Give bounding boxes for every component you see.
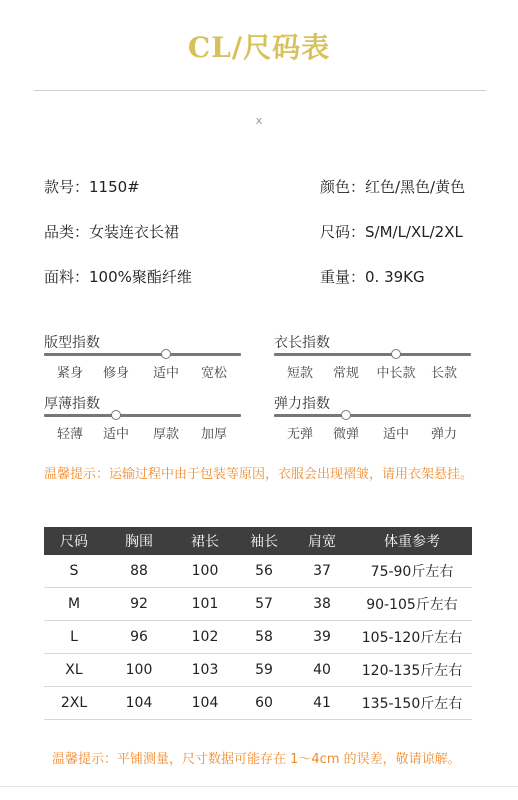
scale-option-label: 适中 — [152, 366, 179, 381]
page-title: CL/尺码表 — [187, 31, 331, 64]
shipping-tip: 温馨提示：运输过程中由于包装等原因，衣服会出现褶皱，请用衣架悬挂。 — [44, 467, 474, 482]
table-cell: 92 — [104, 588, 174, 621]
table-cell: 103 — [174, 654, 236, 687]
title-divider — [34, 90, 486, 91]
table-cell: 102 — [174, 621, 236, 654]
scale-option-label: 短款 — [286, 366, 313, 381]
table-row — [44, 654, 472, 687]
table-cell: 59 — [236, 654, 292, 687]
table-cell: 58 — [236, 621, 292, 654]
size-table-header-cell: 袖长 — [236, 527, 292, 555]
scale-marker — [111, 410, 121, 420]
table-cell: 101 — [174, 588, 236, 621]
table-cell: 105-120斤左右 — [352, 621, 472, 654]
table-cell: S — [44, 555, 104, 588]
scale-option-label: 宽松 — [200, 366, 227, 381]
table-cell: 37 — [292, 555, 352, 588]
scale-title: 版型指数 — [44, 335, 100, 351]
table-cell: XL — [44, 654, 104, 687]
scale-option-label: 适中 — [382, 427, 409, 442]
scale-option-label: 厚款 — [152, 427, 179, 442]
table-cell: 41 — [292, 687, 352, 720]
fabric: 面料：100%聚酯纤维 — [44, 268, 192, 286]
scale-option-label: 轻薄 — [56, 427, 83, 442]
scale-option-label: 微弹 — [332, 427, 359, 442]
scale-title: 厚薄指数 — [44, 396, 100, 412]
size-table-header-cell: 胸围 — [104, 527, 174, 555]
table-row — [44, 687, 472, 720]
scale-option-label: 紧身 — [56, 366, 83, 381]
scale-option-label: 弹力 — [430, 427, 457, 442]
table-cell: 57 — [236, 588, 292, 621]
style-number: 款号：1150# — [44, 178, 140, 196]
scale-option-label: 适中 — [102, 427, 129, 442]
table-cell: 39 — [292, 621, 352, 654]
scale-option-label: 长款 — [430, 366, 457, 381]
table-cell: 56 — [236, 555, 292, 588]
table-cell: 100 — [104, 654, 174, 687]
table-row — [44, 555, 472, 588]
size-table-header-cell: 肩宽 — [292, 527, 352, 555]
scale-option-label: 中长款 — [376, 366, 416, 381]
table-cell: 120-135斤左右 — [352, 654, 472, 687]
category: 品类：女装连衣长裙 — [44, 223, 180, 241]
size-table — [44, 527, 472, 720]
table-cell: 38 — [292, 588, 352, 621]
table-cell: 104 — [174, 687, 236, 720]
size-table-header-cell: 体重参考 — [352, 527, 472, 555]
size-table-header-cell: 尺码 — [44, 527, 104, 555]
table-cell: 90-105斤左右 — [352, 588, 472, 621]
scale-track — [274, 414, 471, 417]
scale-track — [44, 353, 241, 356]
scale-marker — [161, 349, 171, 359]
size-options: 尺码：S/M/L/XL/2XL — [320, 223, 463, 241]
scale-option-label: 修身 — [102, 366, 129, 381]
weight: 重量：0. 39KG — [320, 268, 425, 286]
table-cell: 2XL — [44, 687, 104, 720]
scale-title: 衣长指数 — [274, 335, 330, 351]
size-table-header — [44, 527, 472, 555]
table-cell: L — [44, 621, 104, 654]
size-table-header-cell: 裙长 — [174, 527, 236, 555]
table-cell: 40 — [292, 654, 352, 687]
bottom-divider — [0, 786, 518, 787]
table-cell: M — [44, 588, 104, 621]
table-cell: 96 — [104, 621, 174, 654]
color-options: 颜色：红色/黑色/黄色 — [320, 178, 466, 196]
table-cell: 75-90斤左右 — [352, 555, 472, 588]
table-cell: 135-150斤左右 — [352, 687, 472, 720]
table-row — [44, 588, 472, 621]
scale-option-label: 无弹 — [286, 427, 313, 442]
small-mark: x — [255, 114, 263, 127]
scale-title: 弹力指数 — [274, 396, 330, 412]
table-cell: 60 — [236, 687, 292, 720]
scale-option-label: 加厚 — [200, 427, 227, 442]
scale-marker — [341, 410, 351, 420]
table-row — [44, 621, 472, 654]
scale-option-label: 常规 — [332, 366, 359, 381]
table-cell: 100 — [174, 555, 236, 588]
table-cell: 104 — [104, 687, 174, 720]
measurement-tip: 温馨提示：平铺测量，尺寸数据可能存在 1～4cm 的误差，敬请谅解。 — [52, 752, 461, 767]
scale-track — [44, 414, 241, 417]
scale-marker — [391, 349, 401, 359]
table-cell: 88 — [104, 555, 174, 588]
scale-track — [274, 353, 471, 356]
